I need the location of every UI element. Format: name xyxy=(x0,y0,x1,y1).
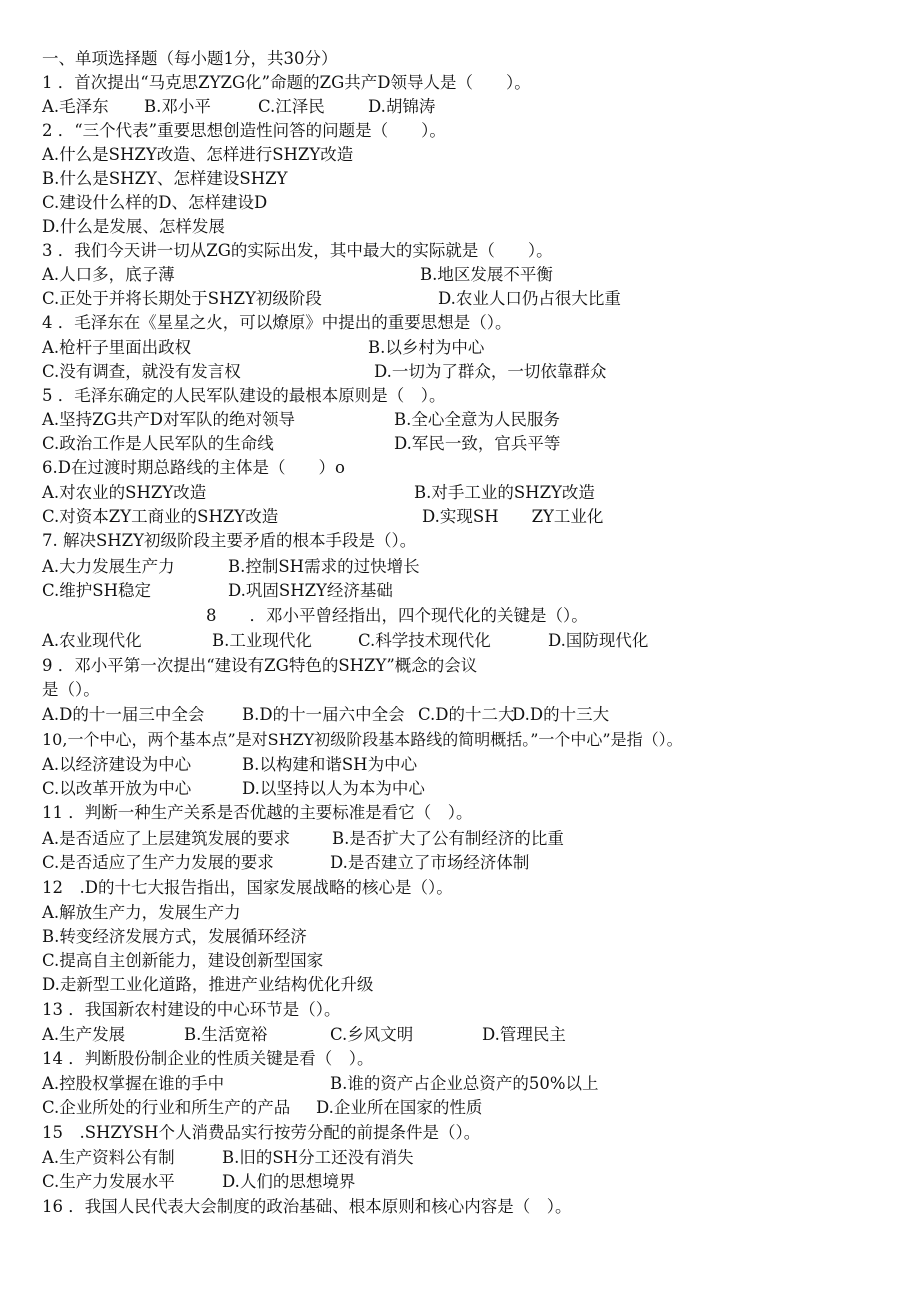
question-8-stem: 8 ．邓小平曾经指出，四个现代化的关键是（）。 xyxy=(206,606,588,625)
question-9-option-b: B.D的十一届六中全会 xyxy=(242,705,405,724)
question-9-option-c: C.D的十二大 xyxy=(418,705,515,724)
question-6-option-b: B.对手工业的SHZY改造 xyxy=(414,483,595,502)
question-7-option-b: B.控制SH需求的过快增长 xyxy=(228,557,420,576)
question-15-stem: 15 .SHZYSH个人消费品实行按劳分配的前提条件是（）。 xyxy=(42,1123,481,1142)
question-10-option-b: B.以构建和谐SH为中心 xyxy=(242,755,418,774)
question-2-option-b: B.什么是SHZY、怎样建设SHZY xyxy=(42,169,288,188)
question-12-option-a: A.解放生产力，发展生产力 xyxy=(42,903,241,922)
question-4-option-b: B.以乡村为中心 xyxy=(368,338,485,357)
question-11-stem: 11 ．判断一种生产关系是否优越的主要标准是看它（ ）。 xyxy=(42,803,473,822)
question-14-option-d: D.企业所在国家的性质 xyxy=(316,1098,483,1117)
question-9-stem: 9 ．邓小平第一次提出“建设有ZG特色的SHZY”概念的会议 xyxy=(42,656,478,675)
question-15-option-b: B.旧的SH分工还没有消失 xyxy=(222,1148,414,1167)
question-2-option-d: D.什么是发展、怎样发展 xyxy=(42,217,225,236)
question-12-option-d: D.走新型工业化道路，推进产业结构优化升级 xyxy=(42,975,374,994)
question-7-option-d: D.巩固SHZY经济基础 xyxy=(228,581,393,600)
question-15-option-d: D.人们的思想境界 xyxy=(222,1172,356,1191)
question-15-option-c: C.生产力发展水平 xyxy=(42,1172,175,1191)
question-3-option-a: A.人口多，底子薄 xyxy=(42,265,175,284)
question-2-stem: 2 ．“三个代表”重要思想创造性问答的问题是（ ）。 xyxy=(42,121,446,140)
question-4-option-d: D.一切为了群众，一切依靠群众 xyxy=(374,362,607,381)
question-11-option-c: C.是否适应了生产力发展的要求 xyxy=(42,853,274,872)
question-14-option-c: C.企业所处的行业和所生产的产品 xyxy=(42,1098,291,1117)
question-14-stem: 14 ．判断股份制企业的性质关键是看（ ）。 xyxy=(42,1049,374,1068)
question-4-stem: 4 ．毛泽东在《星星之火，可以燎原》中提出的重要思想是（）。 xyxy=(42,313,512,332)
question-6-option-a: A.对农业的SHZY改造 xyxy=(42,483,207,502)
question-6-option-c: C.对资本ZY工商业的SHZY改造 xyxy=(42,507,279,526)
question-13-option-b: B.生活宽裕 xyxy=(184,1025,268,1044)
question-6-option-d: D.实现SH ZY工业化 xyxy=(422,507,604,526)
question-1-option-c: C.江泽民 xyxy=(258,97,325,116)
question-3-option-c: C.正处于并将长期处于SHZY初级阶段 xyxy=(42,289,322,308)
question-8-option-a: A.农业现代化 xyxy=(42,631,142,650)
question-3-stem: 3 ．我们今天讲一切从ZG的实际出发，其中最大的实际就是（ ）。 xyxy=(42,241,553,260)
question-3-option-d: D.农业人口仍占很大比重 xyxy=(438,289,621,308)
question-13-option-d: D.管理民主 xyxy=(482,1025,566,1044)
question-7-option-a: A.大力发展生产力 xyxy=(42,557,175,576)
question-11-option-b: B.是否扩大了公有制经济的比重 xyxy=(332,829,564,848)
question-8-option-c: C.科学技术现代化 xyxy=(358,631,491,650)
question-16-stem: 16 ．我国人民代表大会制度的政治基础、根本原则和核心内容是（ ）。 xyxy=(42,1197,572,1216)
question-3-option-b: B.地区发展不平衡 xyxy=(420,265,553,284)
question-10-option-a: A.以经济建设为中心 xyxy=(42,755,192,774)
question-10-option-d: D.以坚持以人为本为中心 xyxy=(242,779,425,798)
question-9-option-d: D.D的十三大 xyxy=(512,705,610,724)
question-1-option-d: D.胡锦涛 xyxy=(368,97,436,116)
question-5-option-d: D.军民一致，官兵平等 xyxy=(394,434,561,453)
question-13-option-a: A.生产发展 xyxy=(42,1025,126,1044)
question-6-stem: 6.D在过渡时期总路线的主体是（ ）o xyxy=(42,458,345,477)
question-11-option-a: A.是否适应了上层建筑发展的要求 xyxy=(42,829,291,848)
question-10-stem: 10,一个中心，两个基本点”是对SHZY初级阶段基本路线的简明概括。”一个中心”是指（）。 xyxy=(42,730,683,749)
question-12-stem: 12 .D的十七大报告指出，国家发展战略的核心是（）。 xyxy=(42,878,453,897)
question-9-option-a: A.D的十一届三中全会 xyxy=(42,705,205,724)
question-1-stem: 1 ．首次提出“马克思ZYZG化”命题的ZG共产D领导人是（ ）。 xyxy=(42,73,531,92)
question-1-option-a: A.毛泽东 xyxy=(42,97,109,116)
question-5-stem: 5 ．毛泽东确定的人民军队建设的最根本原则是（ ）。 xyxy=(42,386,446,405)
question-7-stem: 7. 解决SHZY初级阶段主要矛盾的根本手段是（）。 xyxy=(42,531,417,550)
question-5-option-a: A.坚持ZG共产D对军队的绝对领导 xyxy=(42,410,296,429)
question-2-option-a: A.什么是SHZY改造、怎样进行SHZY改造 xyxy=(42,145,354,164)
question-13-stem: 13 ．我国新农村建设的中心环节是（）。 xyxy=(42,1000,341,1019)
section-title: 一、单项选择题（每小题1分，共30分） xyxy=(42,49,338,68)
question-14-option-b: B.谁的资产占企业总资产的50%以上 xyxy=(330,1074,599,1093)
question-4-option-c: C.没有调查，就没有发言权 xyxy=(42,362,241,381)
question-4-option-a: A.枪杆子里面出政权 xyxy=(42,338,192,357)
question-8-option-b: B.工业现代化 xyxy=(212,631,312,650)
question-8-option-d: D.国防现代化 xyxy=(548,631,649,650)
question-14-option-a: A.控股权掌握在谁的手中 xyxy=(42,1074,225,1093)
question-5-option-c: C.政治工作是人民军队的生命线 xyxy=(42,434,274,453)
question-12-option-c: C.提高自主创新能力，建设创新型国家 xyxy=(42,951,324,970)
question-5-option-b: B.全心全意为人民服务 xyxy=(394,410,560,429)
question-10-option-c: C.以改革开放为中心 xyxy=(42,779,192,798)
question-1-option-b: B.邓小平 xyxy=(144,97,211,116)
question-13-option-c: C.乡风文明 xyxy=(330,1025,414,1044)
question-9-stem-continued: 是（）。 xyxy=(42,680,100,699)
question-15-option-a: A.生产资料公有制 xyxy=(42,1148,175,1167)
question-12-option-b: B.转变经济发展方式，发展循环经济 xyxy=(42,927,307,946)
question-7-option-c: C.维护SH稳定 xyxy=(42,581,151,600)
question-2-option-c: C.建设什么样的D、怎样建设D xyxy=(42,193,268,212)
question-11-option-d: D.是否建立了市场经济体制 xyxy=(330,853,530,872)
